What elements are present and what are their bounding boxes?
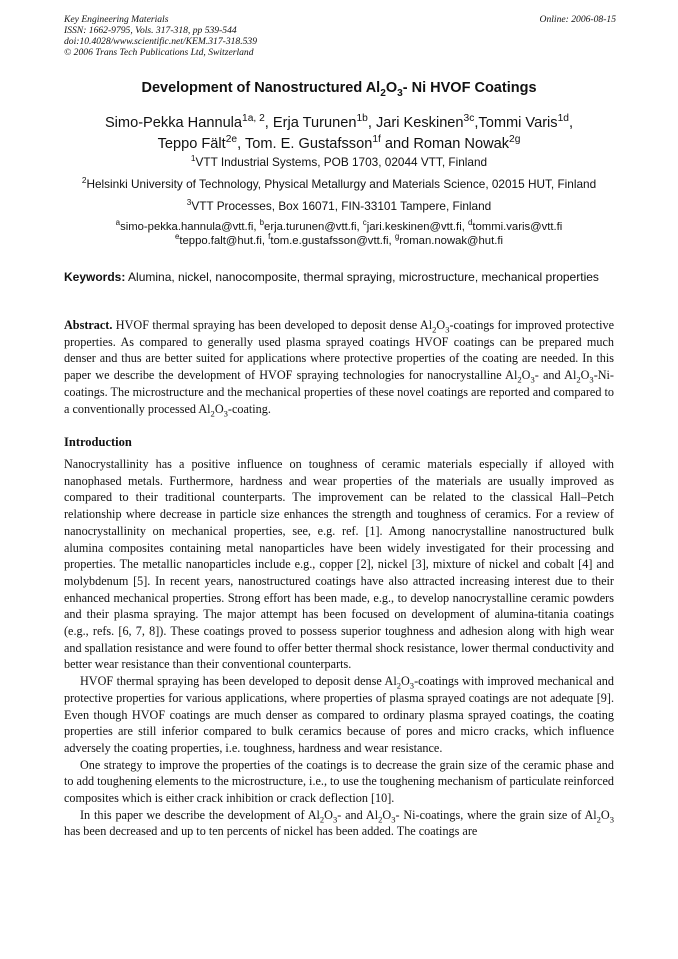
formula-sub: 2: [210, 407, 215, 418]
author-sup: 1f: [372, 134, 381, 146]
formula-sub: 2: [396, 680, 401, 691]
paragraph-text: O: [400, 674, 410, 689]
author-sep: ,: [568, 115, 574, 131]
email-line: [40, 234, 638, 248]
title-sub: 3: [397, 87, 403, 99]
doi-line: doi:10.4028/www.scientific.net/KEM.317-318.539: [64, 36, 258, 47]
formula-sub: 2: [432, 324, 437, 335]
formula-sub: 3: [223, 407, 228, 418]
abstract-text: O: [214, 401, 224, 416]
author-sup: 3c: [463, 113, 475, 125]
paragraph-text: O: [600, 807, 610, 822]
email-sup: e: [174, 232, 180, 242]
email-address: tommi.varis@vtt.fi: [472, 221, 563, 233]
introduction-body: [64, 456, 614, 840]
abstract: [64, 317, 614, 417]
formula-sub: 3: [609, 814, 614, 825]
author-sup: 2e: [225, 134, 238, 146]
email-sup: b: [259, 218, 265, 228]
abstract-text: -Ni-coatings. The microstructure and the mechanical properties of these novel coatings are reported and compared to a conventionally processed Al: [64, 368, 614, 416]
email-list: [40, 220, 638, 248]
author-sup: 1d: [557, 113, 569, 125]
formula-sub: 2: [319, 814, 325, 825]
title-sub: 2: [380, 87, 386, 99]
affiliation-sup: 3: [186, 198, 192, 208]
email-address: tom.e.gustafsson@vtt.fi,: [270, 235, 395, 247]
affiliation-2: [40, 177, 638, 191]
author-name: Erja Turunen: [272, 115, 357, 131]
section-heading-introduction: Introduction: [64, 435, 132, 449]
abstract-text: O: [436, 318, 446, 332]
author-sep: ,: [237, 136, 245, 152]
keywords-text: Alumina, nickel, nanocomposite, thermal spraying, microstructure, mechanical properties: [125, 270, 599, 284]
author-sep: ,: [367, 115, 376, 131]
email-address: simo-pekka.hannula@vtt.fi,: [120, 221, 260, 233]
email-sup: d: [467, 218, 473, 228]
affiliation-1: [40, 155, 638, 169]
email-sup: c: [362, 218, 367, 228]
author-name: Roman Nowak: [413, 136, 510, 152]
email-address: roman.nowak@hut.fi: [399, 235, 503, 247]
formula-sub: 2: [378, 814, 383, 825]
author-sep: ,: [474, 115, 479, 131]
affiliation-sup: 2: [81, 176, 87, 186]
title-part: Development of Nanostructured Al: [141, 80, 381, 96]
email-address: erja.turunen@vtt.fi,: [264, 221, 363, 233]
formula-sub: 3: [445, 324, 450, 335]
abstract-text: - and Al: [534, 368, 577, 383]
affiliation-text: VTT Industrial Systems, POB 1703, 02044 VTT, Finland: [195, 155, 488, 169]
formula-sub: 2: [517, 374, 522, 385]
email-address: teppo.falt@hut.fi,: [179, 235, 269, 247]
formula-sub: 3: [409, 680, 415, 691]
issn-line: ISSN: 1662-9795, Vols. 317-318, pp 539-544: [64, 25, 237, 36]
journal-header: [64, 14, 616, 58]
abstract-text: -coatings for improved protective properties. As compared to generally used plasma sprayed coatings HVOF coatings can be prepared much denser and thus are better suited for applications where protective properties of the coating are needed. In this paper we describe the development of HVOF spraying technologies for nanocrystalline Al: [64, 318, 614, 383]
email-address: jari.keskinen@vtt.fi,: [366, 221, 468, 233]
online-date: Online: 2006-08-15: [539, 14, 616, 25]
paragraph: [64, 673, 614, 757]
paragraph-text: O: [324, 807, 333, 822]
paragraph-text: - and Al: [337, 807, 379, 822]
author-sup: 2g: [509, 134, 521, 146]
email-sup: a: [115, 218, 121, 228]
keywords-label: Keywords:: [64, 270, 126, 284]
formula-sub: 2: [576, 374, 581, 385]
author-line: [40, 134, 638, 155]
email-line: [40, 220, 638, 234]
affiliation-text: VTT Processes, Box 16071, FIN-33101 Tampere, Finland: [191, 199, 492, 213]
formula-sub: 3: [391, 814, 396, 825]
copyright-line: © 2006 Trans Tech Publications Ltd, Switzerland: [64, 47, 254, 58]
email-sup: g: [394, 232, 400, 242]
formula-sub: 3: [332, 814, 338, 825]
abstract-text: O: [580, 368, 590, 383]
abstract-label: Abstract.: [64, 318, 113, 332]
formula-sub: 2: [596, 814, 601, 825]
title-part: O: [385, 80, 398, 96]
paragraph: One strategy to improve the properties of the coatings is to decrease the grain size of the ceramic phase and to add toughening elements to the microstructure, i.e., to use the toughening mechanism of particulate reinforced composites which is either crack inhibition or crack deflection [10].: [64, 757, 614, 806]
abstract-text: -coating.: [227, 401, 271, 416]
affiliation-text: Helsinki University of Technology, Physical Metallurgy and Materials Science, 02015 HUT, Finland: [86, 177, 597, 191]
author-sep: ,: [264, 115, 273, 131]
author-name: Jari Keskinen: [375, 115, 464, 131]
author-sup: 1a, 2: [242, 113, 265, 125]
formula-sub: 3: [589, 374, 594, 385]
affiliation-sup: 1: [190, 154, 196, 164]
author-name: Tom. E. Gustafsson: [244, 136, 373, 152]
author-line: [40, 113, 638, 134]
paragraph-text: O: [382, 807, 392, 822]
author-name: Simo-Pekka Hannula: [104, 115, 243, 131]
title-part: - Ni HVOF Coatings: [402, 80, 537, 96]
abstract-text: O: [521, 368, 531, 383]
email-sup: f: [268, 232, 271, 242]
paragraph-text: In this paper we describe the development of Al: [80, 807, 320, 822]
affiliation-3: [40, 199, 638, 213]
abstract-text: HVOF thermal spraying has been developed to deposit dense Al: [112, 318, 433, 332]
paragraph-text: has been decreased and up to ten percents of nickel has been added. The coatings are: [64, 824, 478, 839]
paper-title: [40, 80, 638, 99]
keywords: [64, 270, 614, 285]
paragraph-text: - Ni-coatings, where the grain size of Al: [395, 807, 597, 822]
author-sep: and: [380, 136, 414, 152]
author-list: [40, 113, 638, 155]
paragraph: Nanocrystallinity has a positive influence on toughness of ceramic materials especially if alloyed with nanophased metals. Furthermore, hardness and wear properties of the materials are usually improved as compared to their traditional counterparts. The improvement can be related to the classical Hall–Petch relationship where decrease in particle size enhances the strength and toughness of ceramics. For a review of nanocrystallinity on mechanical properties, see, e.g. ref. [1]. Among nanocrystalline nanostructured bulk alumina composites containing metal nanoparticles have been widely investigated for their processing and properties. The metallic nanoparticles include e.g., copper [2], nickel [3], mixture of nickel and cobalt [4] and molybdenum [5]. In recent years, nanostructured coatings have also attracted increasing interest due to their enhanced mechanical properties. Strong effort has been made, e.g., to develop nanocrystalline ceramic powders and their plasma spraying. The major attempt has been focused on development of alumina-titania coatings (e.g., refs. [6, 7, 8]). These coatings proved to possess superior toughness and adhesion along with high wear and spallation resistance and were found to offer better thermal shock resistance, lower thermal conductivity and better wear resistance than their conventional counterparts.: [64, 457, 614, 672]
paragraph: [64, 807, 614, 840]
author-name: Tommi Varis: [478, 115, 558, 131]
author-sup: 1b: [356, 113, 368, 125]
paragraph-text: -coatings with improved mechanical and protective properties for various applications, where properties of plasma sprayed coatings are not adequate [9]. Even though HVOF coatings are much denser as compared to ordinary plasma sprayed coatings, the coating properties are still inferior compared to bulk ceramics because of pores and micro cracks, which influence adversely the coating properties, i.e. toughness, hardness and wear resistance.: [64, 674, 614, 755]
author-name: Teppo Fält: [157, 136, 226, 152]
formula-sub: 3: [530, 374, 535, 385]
paragraph-text: HVOF thermal spraying has been developed to deposit dense Al: [80, 674, 397, 689]
journal-name: Key Engineering Materials: [64, 14, 169, 25]
